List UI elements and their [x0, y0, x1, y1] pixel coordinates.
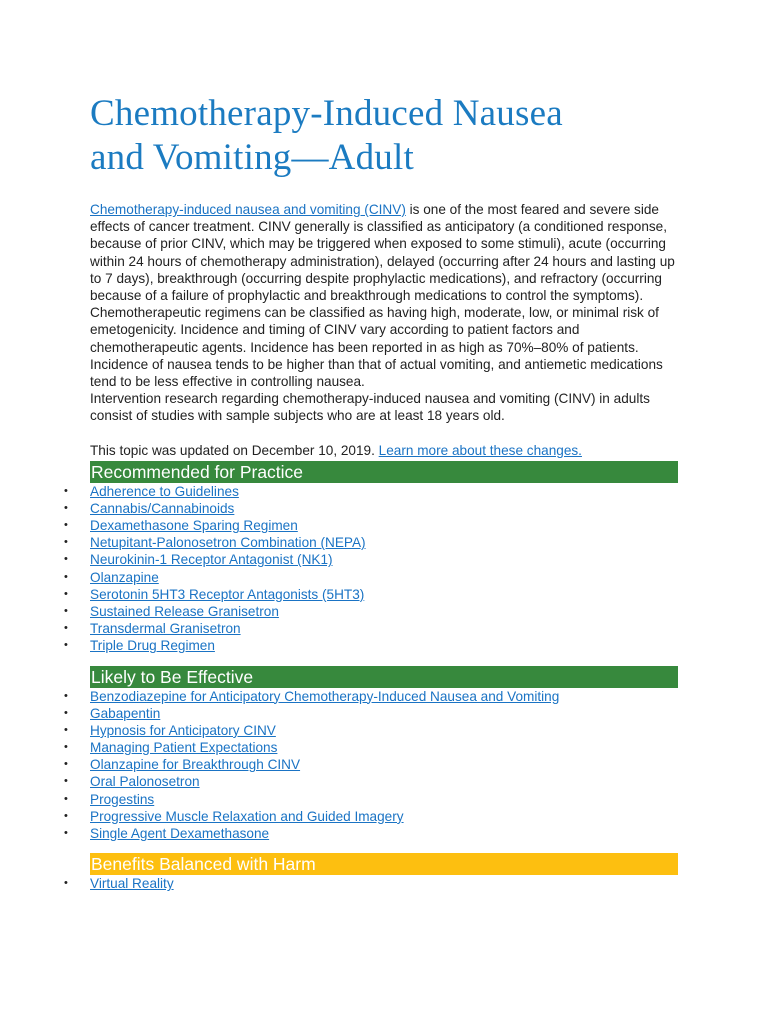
item-link[interactable]: Gabapentin [90, 705, 161, 721]
bullet: • [64, 877, 68, 890]
item-link[interactable]: Transdermal Granisetron [90, 621, 241, 637]
bullet: • [64, 775, 68, 788]
list-item [64, 688, 678, 705]
title-line-1: Chemotherapy-Induced Nausea [90, 93, 563, 134]
list-item [64, 825, 678, 842]
item-link[interactable]: Serotonin 5HT3 Receptor Antagonists (5HT3) [90, 586, 365, 602]
list-item [64, 551, 678, 568]
bullet: • [64, 536, 68, 549]
item-link[interactable]: Olanzapine for Breakthrough CINV [90, 757, 301, 773]
list-item [64, 603, 678, 620]
list-item [64, 534, 678, 551]
bullet: • [64, 809, 68, 822]
item-link[interactable]: Olanzapine [90, 569, 159, 585]
item-link[interactable]: Progestins [90, 791, 155, 807]
item-link[interactable]: Hypnosis for Anticipatory CINV [90, 722, 276, 738]
item-link[interactable]: Adherence to Guidelines [90, 483, 239, 499]
item-link[interactable]: Sustained Release Granisetron [90, 603, 279, 619]
list-item [64, 517, 678, 534]
item-link[interactable]: Triple Drug Regimen [90, 638, 215, 654]
bullet: • [64, 604, 68, 617]
update-text: This topic was updated on December 10, 2019. [90, 442, 379, 458]
list-item [64, 500, 678, 517]
intro-paragraph-1-text: is one of the most feared and severe side effects of cancer treatment. CINV generally is classified as anticipatory (a conditioned response, because of prior CINV, which may be triggered when exposed to some stimuli), acute (occurring within 24 hours of chemotherapy administration), delayed (occurring after 24 hours and lasting up to 7 days), breakthrough (occurring despite prophylactic medications), and refractory (occurring because of a failure of prophylactic and breakthrough medications to control the symptoms). Chemotherapeutic regimens can be classified as having high, moderate, low, or minimal risk of emetogenicity. Incidence and timing of CINV vary according to patient factors and chemotherapeutic agents. Incidence has been reported in as high as 70%–80% of patients. Incidence of nausea tends to be higher than that of actual vomiting, and antiemetic medications tend to be less effective in controlling nausea. [90, 202, 675, 390]
item-link[interactable]: Netupitant-Palonosetron Combination (NEPA) [90, 535, 366, 551]
list-item [64, 739, 678, 756]
list-item [64, 483, 678, 500]
bullet: • [64, 827, 68, 840]
bullet: • [64, 792, 68, 805]
list-item [64, 586, 678, 603]
item-link[interactable]: Dexamethasone Sparing Regimen [90, 518, 298, 534]
list-item [64, 620, 678, 637]
page-title [90, 92, 678, 180]
bullet: • [64, 622, 68, 635]
list-item [64, 705, 678, 722]
list-item [64, 637, 678, 654]
section-heading-likely-effective: Likely to Be Effective [90, 666, 678, 688]
likely-effective-list [64, 688, 678, 843]
update-notice [90, 442, 678, 459]
benefits-balanced-list [64, 875, 678, 892]
learn-more-link[interactable]: Learn more about these changes. [378, 442, 582, 458]
document-page [64, 92, 678, 892]
item-link[interactable]: Cannabis/Cannabinoids [90, 500, 235, 516]
intro-paragraph-1 [90, 201, 678, 390]
list-item [64, 773, 678, 790]
item-link[interactable]: Benzodiazepine for Anticipatory Chemotherapy-Induced Nausea and Vomiting [90, 688, 560, 704]
item-link[interactable]: Single Agent Dexamethasone [90, 826, 270, 842]
bullet: • [64, 689, 68, 702]
section-heading-recommended: Recommended for Practice [90, 461, 678, 483]
recommended-list [64, 483, 678, 655]
cinv-link[interactable]: Chemotherapy-induced nausea and vomiting (CINV) [90, 202, 406, 217]
section-heading-benefits-balanced: Benefits Balanced with Harm [90, 853, 678, 875]
list-item [64, 875, 678, 892]
bullet: • [64, 501, 68, 514]
bullet: • [64, 639, 68, 652]
list-item [64, 791, 678, 808]
bullet: • [64, 587, 68, 600]
item-link[interactable]: Progressive Muscle Relaxation and Guided Imagery [90, 808, 404, 824]
bullet: • [64, 519, 68, 532]
item-link[interactable]: Managing Patient Expectations [90, 740, 278, 756]
bullet: • [64, 570, 68, 583]
list-item [64, 569, 678, 586]
list-item [64, 756, 678, 773]
bullet: • [64, 706, 68, 719]
bullet: • [64, 723, 68, 736]
item-link[interactable]: Virtual Reality [90, 876, 174, 892]
list-item [64, 808, 678, 825]
bullet: • [64, 758, 68, 771]
intro-text [90, 201, 678, 425]
list-item [64, 722, 678, 739]
bullet: • [64, 553, 68, 566]
item-link[interactable]: Neurokinin-1 Receptor Antagonist (NK1) [90, 552, 333, 568]
bullet: • [64, 741, 68, 754]
title-line-2: and Vomiting—Adult [90, 137, 414, 178]
item-link[interactable]: Oral Palonosetron [90, 774, 200, 790]
intro-paragraph-2: Intervention research regarding chemotherapy-induced nausea and vomiting (CINV) in adults consist of studies with sample subjects who are at least 18 years old. [90, 391, 650, 424]
bullet: • [64, 484, 68, 497]
